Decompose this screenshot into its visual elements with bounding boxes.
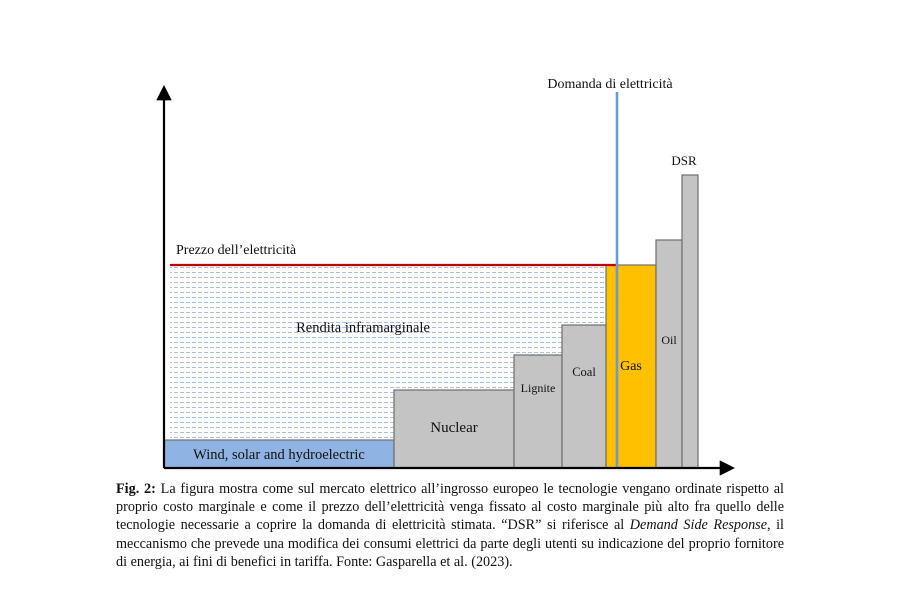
bar-label-gas: Gas xyxy=(620,359,642,374)
bar-oil xyxy=(656,240,682,468)
inframarginal-rent-label: Rendita inframarginale xyxy=(296,320,430,336)
figure-number: Fig. 2: xyxy=(116,481,156,497)
bar-lignite xyxy=(514,355,562,468)
bar-label-nuclear: Nuclear xyxy=(430,420,478,436)
price-label: Prezzo dell’elettricità xyxy=(176,243,297,258)
caption-text-1: La figura mostra come sul mercato elettrico all’ingrosso europeo le tecnologie vengano ordinate rispetto al proprio costo marginale e come il prezzo dell’elettricità venga fissato al costo marginale più alto fra quello delle tecnologie necessarie a coprire la domanda di elettricità stimata. “DSR” si riferisce al xyxy=(116,481,784,534)
bar-label-oil: Oil xyxy=(661,333,677,347)
bar-label-lignite: Lignite xyxy=(520,381,556,395)
figure-caption xyxy=(116,480,784,571)
bar-label-wind-solar-and-hydroelectric: Wind, solar and hydroelectric xyxy=(193,447,365,463)
bar-coal xyxy=(562,325,606,468)
dsr-label: DSR xyxy=(671,153,697,168)
demand-label: Domanda di elettricità xyxy=(547,77,673,92)
bar-label-coal: Coal xyxy=(572,365,596,379)
caption-text-2: , il meccanismo che prevede una modifica dei consumi elettrici da parte degli utenti su indicazione del proprio fornitore di energia, ai fini di benefici in tariffa. Fonte: Gasparella et al. (2023). xyxy=(116,517,784,570)
caption-italic-term: Demand Side Response xyxy=(629,517,767,534)
bar-dsr xyxy=(682,175,698,468)
